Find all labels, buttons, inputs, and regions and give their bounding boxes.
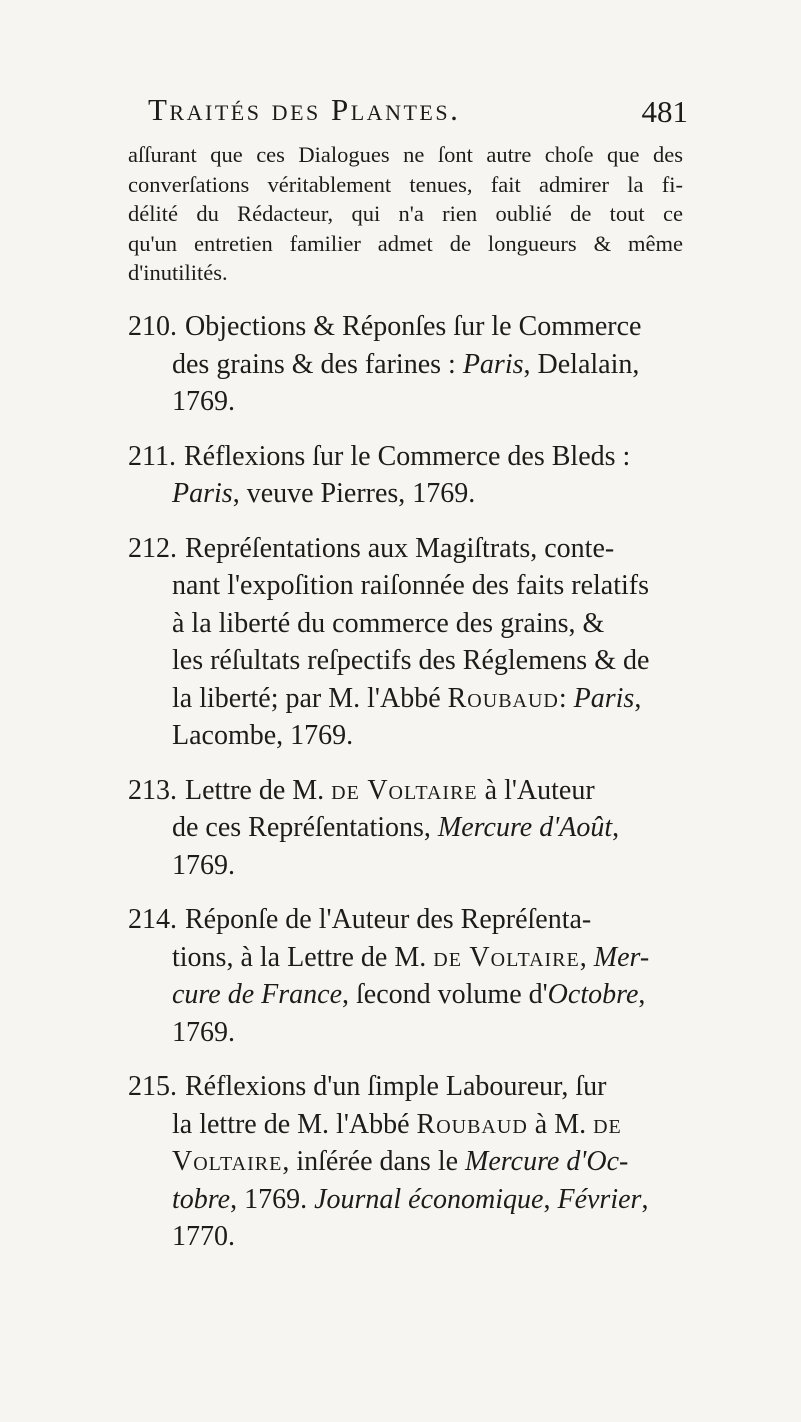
bibliography-entry: [128, 438, 683, 513]
entry-line: [128, 383, 683, 421]
entry-number: 215.: [128, 1071, 177, 1102]
entry-text: , 1769.: [230, 1183, 315, 1215]
entry-text: , inſérée dans le: [282, 1146, 466, 1177]
entry-line: [128, 530, 683, 568]
entry-text: 1769.: [172, 386, 235, 417]
entry-text: à l'Auteur: [477, 774, 595, 806]
entry-number: 214.: [128, 904, 177, 935]
entry-text: les réſultats reſpectifs des Réglemens & de: [172, 645, 650, 676]
entry-text: , veuve Pierres, 1769.: [232, 478, 476, 509]
entry-line: [128, 847, 683, 885]
entry-line: [128, 567, 683, 605]
small-caps-name: Roubaud: [447, 682, 559, 714]
entry-text: nant l'expoſition raiſonnée des faits relatifs: [172, 570, 650, 601]
entry-number: 210.: [128, 311, 177, 342]
entry-text: ,: [543, 1183, 558, 1215]
bibliography-entry: [128, 308, 683, 421]
entry-text: tions, à la Lettre de M.: [172, 941, 434, 973]
entry-line: [128, 1181, 683, 1219]
entry-text: Réponſe de l'Auteur des Repréſenta-: [185, 904, 592, 935]
entry-line: [128, 605, 683, 643]
entry-line: [128, 308, 683, 346]
entry-text: , ſecond volume d': [342, 979, 548, 1010]
entry-line: [128, 1218, 683, 1256]
entry-line: [128, 976, 683, 1014]
italic-text: Mercure d'Oc-: [465, 1146, 629, 1177]
entry-line: [128, 717, 683, 755]
entry-number: 212.: [128, 532, 177, 564]
entry-number: 213.: [128, 774, 177, 806]
entry-line: [128, 809, 683, 847]
entry-text: Réflexions d'un ſimple Laboureur, ſur: [185, 1071, 607, 1102]
entry-text: Lacombe, 1769.: [172, 720, 354, 751]
entry-line: [128, 939, 683, 977]
entry-line: [128, 772, 683, 810]
entry-line: [128, 901, 683, 939]
entry-text: , Delalain,: [523, 348, 640, 380]
italic-text: tobre: [172, 1183, 231, 1215]
entry-text: Réflexions ſur le Commerce des Bleds :: [183, 440, 631, 472]
small-caps-name: de Voltaire: [433, 941, 580, 973]
italic-text: Paris: [462, 348, 524, 380]
intro-line: aſſurant que ces Dialogues ne ſont autre choſe que des: [128, 142, 683, 167]
small-caps-name: Voltaire: [172, 1146, 283, 1177]
bibliography-entry: [128, 530, 683, 755]
bibliography-entry: [128, 1068, 683, 1256]
entry-line: [128, 1068, 683, 1106]
italic-text: Octobre: [547, 979, 639, 1010]
entry-text: ,: [634, 682, 642, 714]
italic-text: Journal économique: [314, 1183, 544, 1215]
entry-line: [128, 680, 683, 718]
italic-text: Février: [557, 1183, 642, 1215]
small-caps-name: Roubaud: [416, 1108, 528, 1140]
intro-line: converſations véritablement tenues, fait admirer la fi-: [128, 171, 683, 197]
entry-text: ,: [638, 979, 646, 1010]
bibliography-entries: [128, 308, 683, 1273]
small-caps-name: de: [593, 1108, 622, 1140]
entry-text: à la liberté du commerce des grains, &: [172, 607, 605, 639]
entry-line: [128, 475, 683, 513]
running-title: Traités des Plantes.: [148, 92, 461, 127]
entry-line: [128, 642, 683, 680]
entry-text: :: [558, 682, 574, 714]
entry-line: [128, 346, 683, 384]
bibliography-entry: [128, 772, 683, 885]
intro-line: d'inutilités.: [128, 260, 228, 285]
italic-text: Paris: [573, 682, 635, 714]
entry-text: la lettre de M. l'Abbé: [172, 1108, 417, 1140]
small-caps-name: de Voltaire: [331, 774, 478, 806]
bibliography-entry: [128, 901, 683, 1051]
entry-text: ,: [612, 812, 620, 843]
italic-text: Mer-: [593, 941, 650, 973]
intro-line: qu'un entretien familier admet de longueurs & même: [128, 230, 683, 256]
entry-text: ,: [579, 941, 594, 973]
entry-text: de ces Repréſentations,: [172, 812, 438, 843]
page-header: [148, 92, 688, 136]
entry-text: ,: [641, 1183, 649, 1215]
entry-text: 1770.: [172, 1221, 235, 1252]
entry-line: [128, 1106, 683, 1144]
entry-text: la liberté; par M. l'Abbé: [172, 682, 448, 714]
intro-line: délité du Rédacteur, qui n'a rien oublié de tout ce: [128, 201, 683, 226]
italic-text: Paris: [172, 478, 233, 509]
entry-text: Repréſentations aux Magiſtrats, conte-: [185, 532, 615, 564]
entry-text: Objections & Réponſes ſur le Commerce: [185, 311, 642, 342]
page-number: 481: [641, 94, 688, 129]
intro-paragraph: [128, 140, 683, 288]
entry-text: des grains & des farines :: [172, 348, 463, 380]
italic-text: cure de France: [172, 979, 342, 1010]
entry-line: [128, 1143, 683, 1181]
entry-line: [128, 1014, 683, 1052]
entry-line: [128, 438, 683, 476]
entry-text: Lettre de M.: [185, 774, 332, 806]
entry-text: 1769.: [172, 849, 235, 881]
entry-text: à M.: [527, 1108, 594, 1140]
italic-text: Mercure d'Août: [437, 812, 613, 843]
entry-text: 1769.: [172, 1016, 235, 1048]
entry-number: 211.: [128, 440, 176, 472]
